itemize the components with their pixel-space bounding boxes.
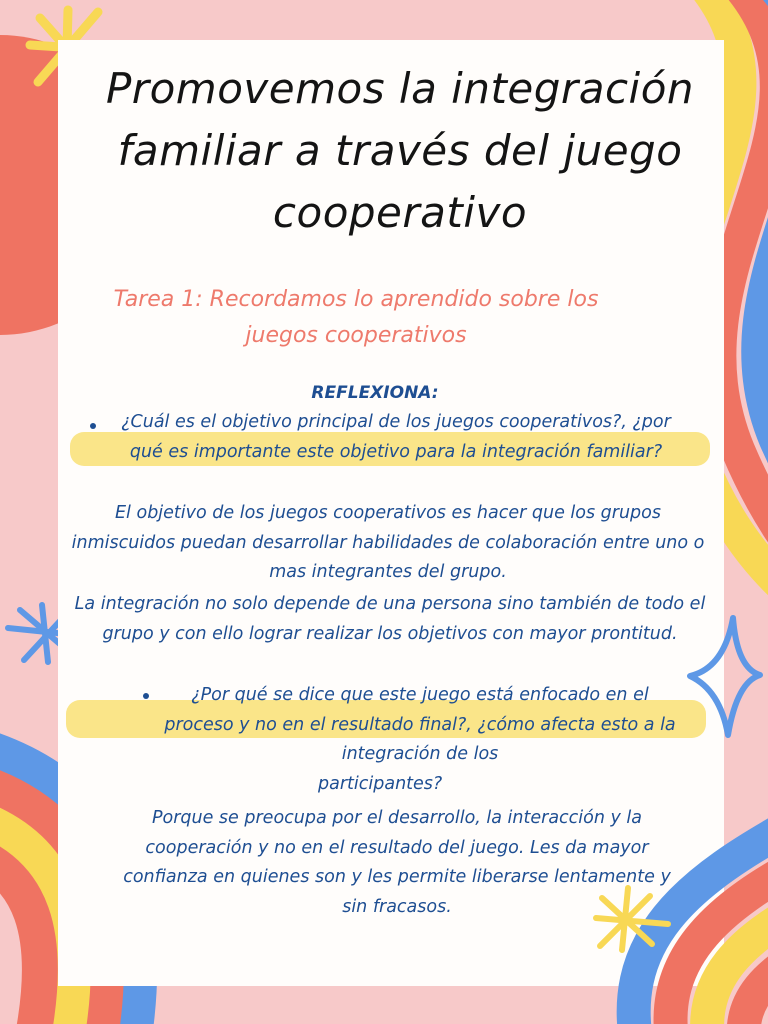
answer-1b: La integración no solo depende de una persona sino también de todo el grupo y con ello lograr realizar los objetivos con mayor prontitud. (74, 594, 706, 644)
answer-1a: El objetivo de los juegos cooperativos es hacer que los grupos inmiscuidos puedan desarrollar habilidades de colaboración entre uno o mas integrantes del grupo. (71, 503, 705, 582)
page-title: Promovemos la integración familiar a través del juego cooperativo (105, 64, 695, 237)
bullet-icon (143, 693, 149, 699)
section-label: REFLEXIONA: (311, 383, 439, 403)
task-subtitle: Tarea 1: Recordamos lo aprendido sobre los juegos cooperativos (113, 287, 599, 348)
question-2: ¿Por qué se dice que este juego está enfocado en el proceso y no en el resultado final?, ¿cómo afecta esto a la integración de los (164, 685, 676, 764)
question-2-continuation: participantes? (318, 774, 443, 794)
answer-2: Porque se preocupa por el desarrollo, la interacción y la cooperación y no en el resultado del juego. Les da mayor confianza en quienes son y les permite liberarse lentamente y sin fracasos. (123, 808, 671, 917)
question-1: ¿Cuál es el objetivo principal de los juegos cooperativos?, ¿por qué es importante este objetivo para la integración familiar? (121, 412, 671, 462)
bullet-icon (90, 423, 96, 429)
